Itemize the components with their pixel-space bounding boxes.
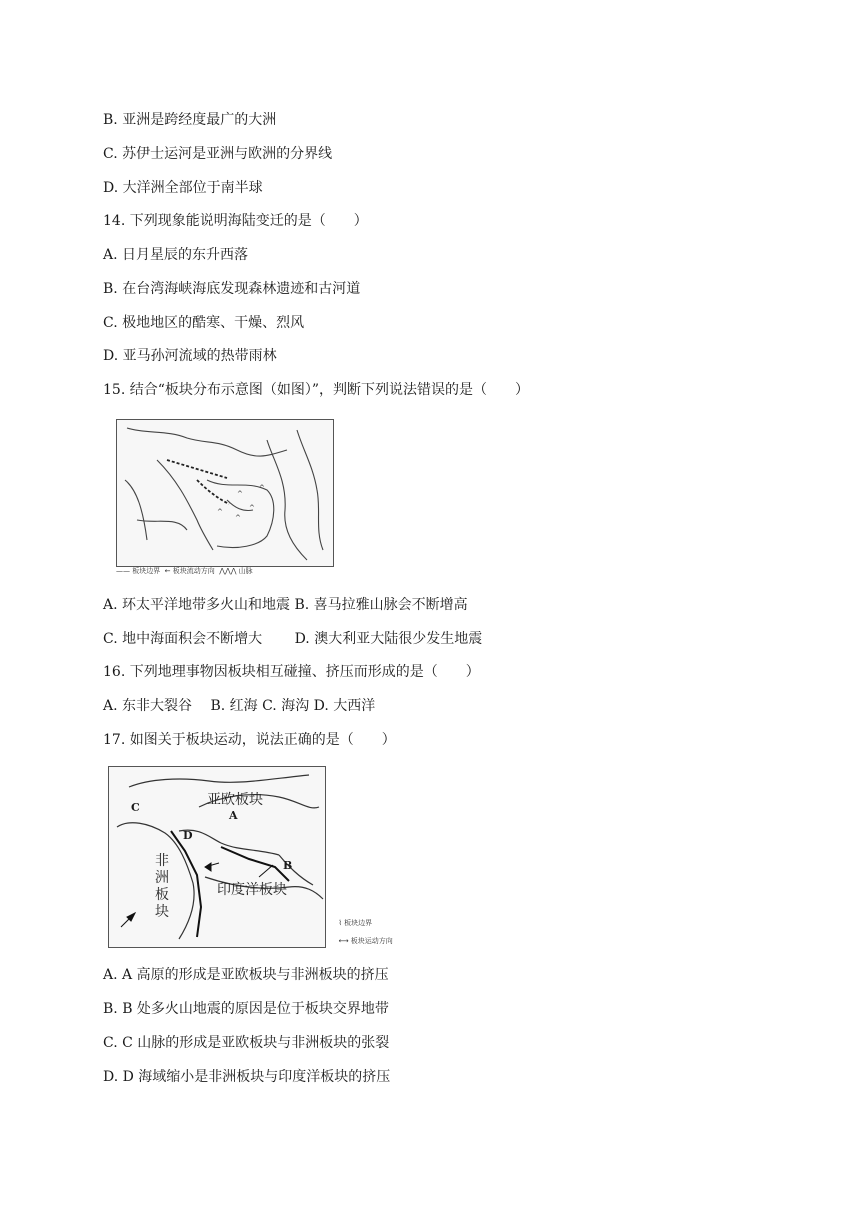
plate-label-africa: 非洲板块 bbox=[155, 853, 169, 920]
q13-option-b: B. 亚洲是跨经度最广的大洲 bbox=[103, 112, 277, 128]
svg-text:^: ^ bbox=[235, 514, 241, 522]
plate-distribution-map bbox=[116, 419, 334, 567]
q14-option-a: A. 日月星辰的东升西落 bbox=[103, 247, 249, 263]
direction-legend-label: 板块运动方向 bbox=[350, 937, 393, 945]
plate-label-eurasia: 亚欧板块 bbox=[207, 792, 263, 808]
map2-legend-direction bbox=[334, 928, 393, 946]
map1-legend: —— 板块边界 ← 板块流动方向 ⋀⋀⋀ 山脉 bbox=[116, 567, 253, 575]
q15-options-cd: C. 地中海面积会不断增大 D. 澳大利亚大陆很少发生地震 bbox=[103, 631, 483, 647]
svg-text:^: ^ bbox=[237, 490, 243, 498]
boundary-legend-label: 板块边界 bbox=[344, 919, 373, 927]
map-label-d: D bbox=[183, 829, 193, 842]
svg-text:^: ^ bbox=[249, 504, 255, 512]
boundary-legend-symbol: ⌇ bbox=[338, 919, 345, 927]
q14-option-b: B. 在台湾海峡海底发现森林遗迹和古河道 bbox=[103, 281, 361, 297]
map-label-b: B bbox=[283, 859, 293, 872]
q14-stem: 14. 下列现象能说明海陆变迁的是（ ） bbox=[103, 213, 368, 229]
svg-text:^: ^ bbox=[217, 508, 223, 516]
q13-option-d: D. 大洋洲全部位于南半球 bbox=[103, 180, 263, 196]
q16-options: A. 东非大裂谷 B. 红海 C. 海沟 D. 大西洋 bbox=[103, 698, 376, 714]
q17-option-d: D. D 海域缩小是非洲板块与印度洋板块的挤压 bbox=[103, 1069, 391, 1085]
q16-stem: 16. 下列地理事物因板块相互碰撞、挤压而形成的是（ ） bbox=[103, 664, 480, 680]
q17-option-b: B. B 处多火山地震的原因是位于板块交界地带 bbox=[103, 1001, 389, 1017]
q17-option-c: C. C 山脉的形成是亚欧板块与非洲板块的张裂 bbox=[103, 1035, 390, 1051]
plate-movement-map bbox=[108, 766, 326, 948]
q13-option-c: C. 苏伊士运河是亚洲与欧洲的分界线 bbox=[103, 146, 333, 162]
q14-option-c: C. 极地地区的酷寒、干燥、烈风 bbox=[103, 315, 305, 331]
svg-text:^: ^ bbox=[259, 484, 265, 492]
plate-map-drawing bbox=[117, 420, 333, 566]
plate-label-indian: 印度洋板块 bbox=[217, 882, 287, 898]
q15-options-ab: A. 环太平洋地带多火山和地震 B. 喜马拉雅山脉会不断增高 bbox=[103, 597, 468, 613]
q17-stem: 17. 如图关于板块运动，说法正确的是（ ） bbox=[103, 732, 396, 748]
q17-option-a: A. A 高原的形成是亚欧板块与非洲板块的挤压 bbox=[103, 967, 389, 983]
direction-legend-symbol: ⟷ bbox=[338, 937, 351, 945]
map-label-c: C bbox=[131, 801, 140, 814]
map2-legend-boundary bbox=[334, 910, 372, 928]
map-label-a: A bbox=[229, 809, 238, 822]
q14-option-d: D. 亚马孙河流域的热带雨林 bbox=[103, 348, 277, 364]
q15-stem: 15. 结合“板块分布示意图（如图）”，判断下列说法错误的是（ ） bbox=[103, 382, 530, 398]
